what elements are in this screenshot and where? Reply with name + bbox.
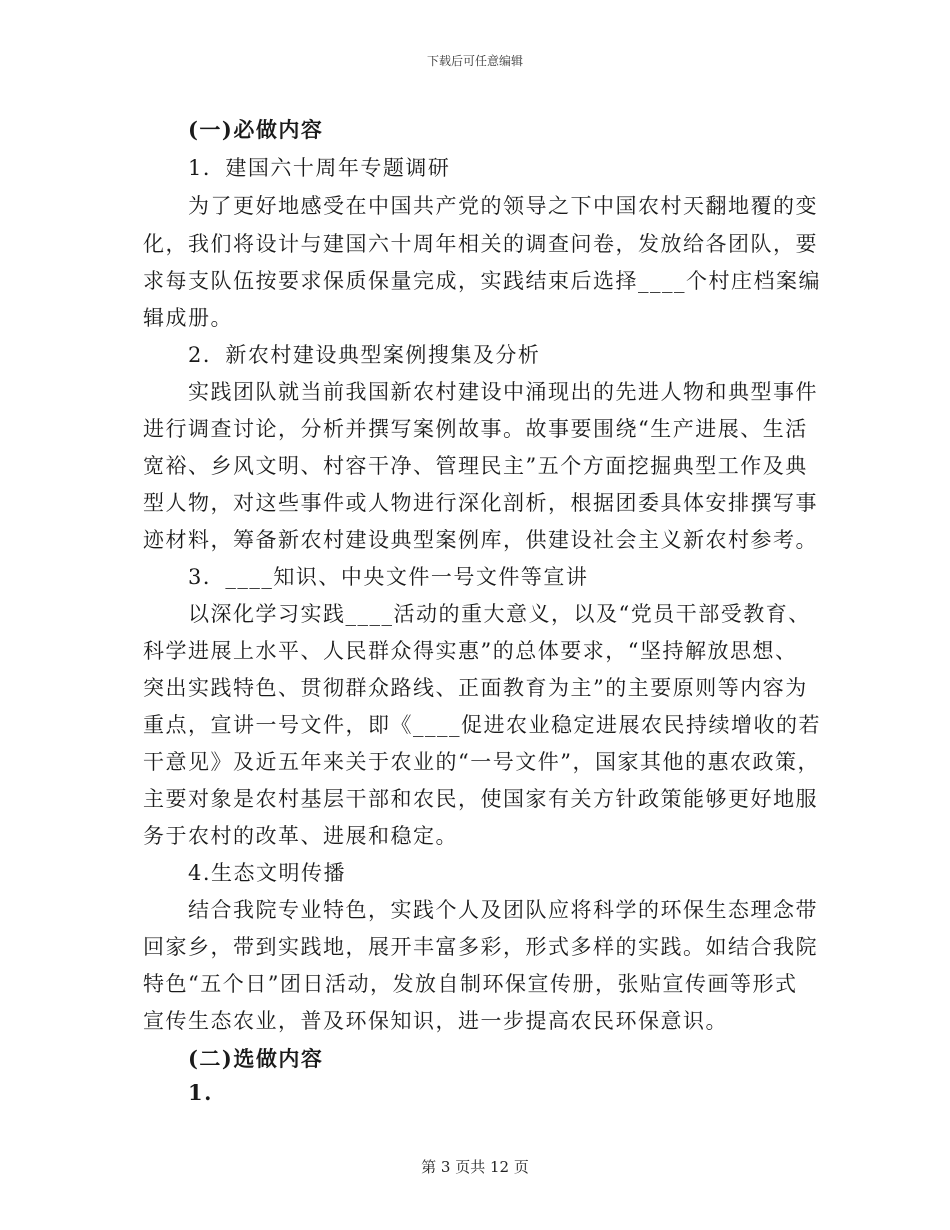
paragraph-line: 进行调查讨论，分析并撰写案例故事。故事要围绕“生产进展、生活 xyxy=(143,417,808,441)
section-heading-required: (一)必做内容 xyxy=(188,117,324,142)
paragraph-line: 结合我院专业特色，实践个人及团队应将科学的环保生态理念带 xyxy=(188,898,818,922)
paragraph-line: 型人物，对这些事件或人物进行深化剖析，根据团委具体安排撰写事 xyxy=(143,491,818,515)
page-footer: 第 3 页共 12 页 xyxy=(421,1158,529,1176)
paragraph-line: 科学进展上水平、人民群众得实惠”的总体要求，“坚持解放思想、 xyxy=(143,639,798,663)
item-heading-4: 4.生态文明传播 xyxy=(188,861,347,885)
paragraph-line: 务于农村的改革、进展和稳定。 xyxy=(143,824,458,848)
paragraph-line: 辑成册。 xyxy=(143,306,233,330)
item-heading-optional-1: 1. xyxy=(188,1080,213,1105)
paragraph-line: 以深化学习实践____活动的重大意义，以及“党员干部受教育、 xyxy=(188,602,811,626)
paragraph-line: 宣传生态农业，普及环保知识，进一步提高农民环保意识。 xyxy=(143,1009,728,1033)
paragraph-line: 突出实践特色、贯彻群众路线、正面教育为主”的主要原则等内容为 xyxy=(143,676,808,700)
paragraph-line: 求每支队伍按要求保质保量完成，实践结束后选择____个村庄档案编 xyxy=(143,269,821,293)
paragraph-line: 特色“五个日”团日活动，发放自制环保宣传册，张贴宣传画等形式 xyxy=(143,972,798,996)
paragraph-line: 迹材料，筹备新农村建设典型案例库，供建设社会主义新农村参考。 xyxy=(143,528,818,552)
paragraph-line: 化，我们将设计与建国六十周年相关的调查问卷，发放给各团队，要 xyxy=(143,232,818,256)
item-heading-3: 3．____知识、中央文件一号文件等宣讲 xyxy=(188,565,589,589)
item-heading-2: 2．新农村建设典型案例搜集及分析 xyxy=(188,343,541,367)
paragraph-line: 为了更好地感受在中国共产党的领导之下中国农村天翻地覆的变 xyxy=(188,194,818,218)
item-heading-1: 1．建国六十周年专题调研 xyxy=(188,156,451,180)
paragraph-line: 宽裕、乡风文明、村容干净、管理民主”五个方面挖掘典型工作及典 xyxy=(143,454,808,478)
paragraph-line: 干意见》及近五年来关于农业的“一号文件”，国家其他的惠农政策， xyxy=(143,750,820,774)
paragraph-line: 回家乡，带到实践地，展开丰富多彩，形式多样的实践。如结合我院 xyxy=(143,935,818,959)
paragraph-line: 主要对象是农村基层干部和农民，使国家有关方针政策能够更好地服 xyxy=(143,787,818,811)
paragraph-line: 实践团队就当前我国新农村建设中涌现出的先进人物和典型事件 xyxy=(188,380,818,404)
paragraph-line: 重点，宣讲一号文件，即《____促进农业稳定进展农民持续增收的若 xyxy=(143,713,821,737)
section-heading-optional: (二)选做内容 xyxy=(188,1046,324,1071)
page-header: 下载后可任意编辑 xyxy=(426,54,523,68)
